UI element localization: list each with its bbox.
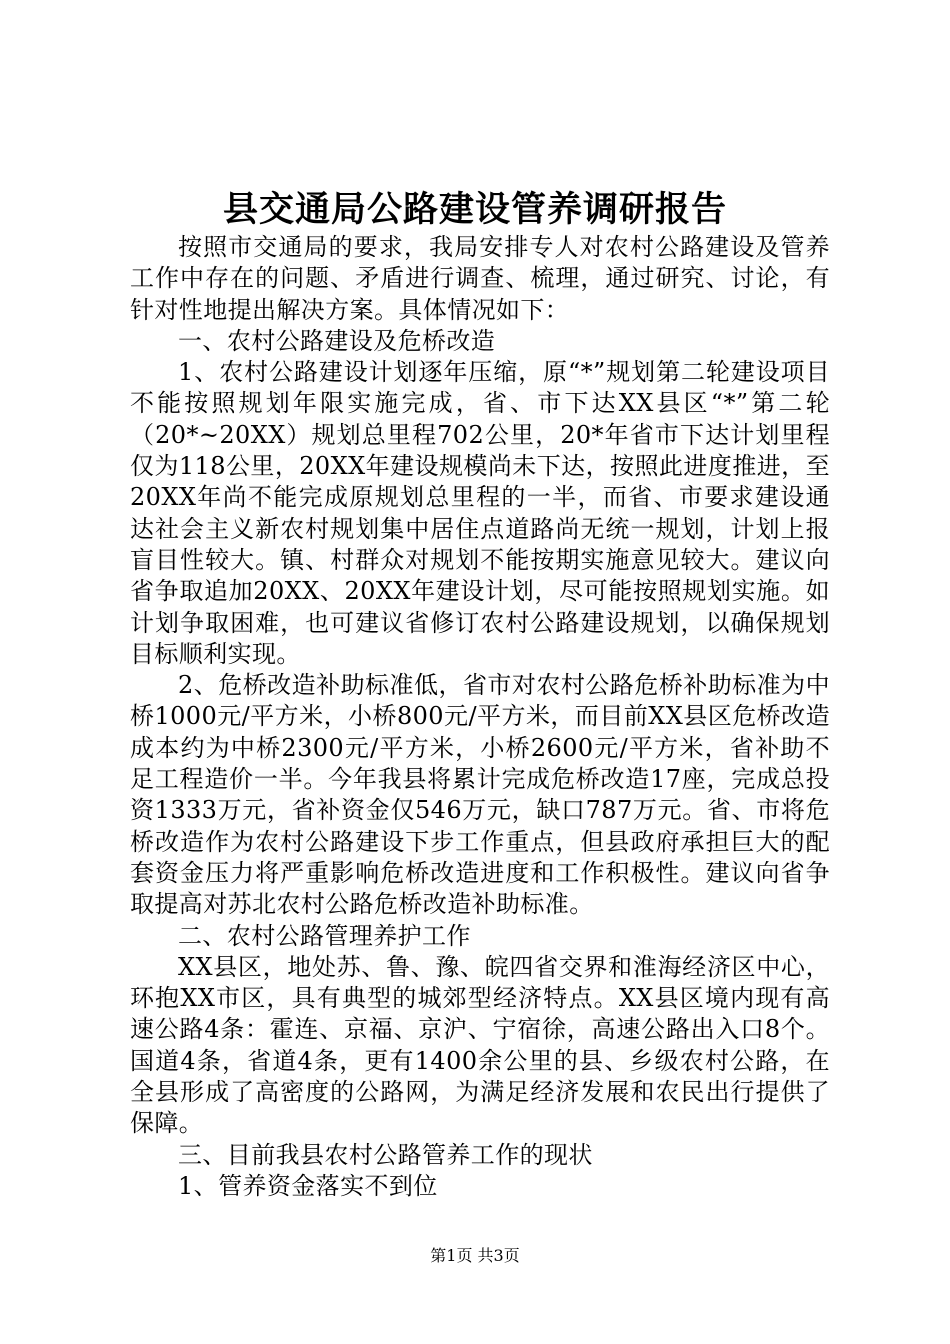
document-body [130, 232, 830, 1202]
page-number-footer: 第1页 共3页 [430, 1246, 520, 1265]
sub-heading: 1、管养资金落实不到位 [178, 1171, 438, 1200]
section-heading-1: 一、农村公路建设及危桥改造 [178, 326, 496, 355]
intro-paragraph: 按照市交通局的要求，我局安排专人对农村公路建设及管养工作中存在的问题、矛盾进行调查、梳理，通过研究、讨论，有针对性地提出解决方案。具体情况如下： [130, 233, 830, 324]
body-paragraph: 2、危桥改造补助标准低，省市对农村公路危桥补助标准为中桥1000元/平方米，小桥800元/平方米，而目前XX县区危桥改造成本约为中桥2300元/平方米，小桥2600元/平方米，省补助不足工程造价一半。今年我县将累计完成危桥改造17座，完成总投资1333万元，省补资金仅546万元，缺口787万元。省、市将危桥改造作为农村公路建设下步工作重点，但县政府承担巨大的配套资金压力将严重影响危桥改造进度和工作积极性。建议向省争取提高对苏北农村公路危桥改造补助标准。 [130, 671, 830, 919]
section-heading-2: 二、农村公路管理养护工作 [178, 921, 471, 950]
document-title: 县交通局公路建设管养调研报告 [222, 189, 727, 230]
body-paragraph: 1、农村公路建设计划逐年压缩，原“*”规划第二轮建设项目不能按照规划年限实施完成，省、市下达XX县区“*”第二轮（20*~20XX）规划总里程702公里，20*年省市下达计划里程仅为118公里，20XX年建设规模尚未下达，按照此进度推进，至20XX年尚不能完成原规划总里程的一半，而省、市要求建设通达社会主义新农村规划集中居住点道路尚无统一规划，计划上报盲目性较大。镇、村群众对规划不能按期实施意见较大。建议向省争取追加20XX、20XX年建设计划，尽可能按照规划实施。如计划争取困难，也可建议省修订农村公路建设规划，以确保规划目标顺利实现。 [130, 358, 830, 668]
body-paragraph: XX县区，地处苏、鲁、豫、皖四省交界和淮海经济区中心，环抱XX市区，具有典型的城郊型经济特点。XX县区境内现有高速公路4条：霍连、京福、京沪、宁宿徐，高速公路出入口8个。国道4条，省道4条，更有1400余公里的县、乡级农村公路，在全县形成了高密度的公路网，为满足经济发展和农民出行提供了保障。 [130, 952, 830, 1138]
section-heading-3: 三、目前我县农村公路管养工作的现状 [178, 1140, 593, 1169]
